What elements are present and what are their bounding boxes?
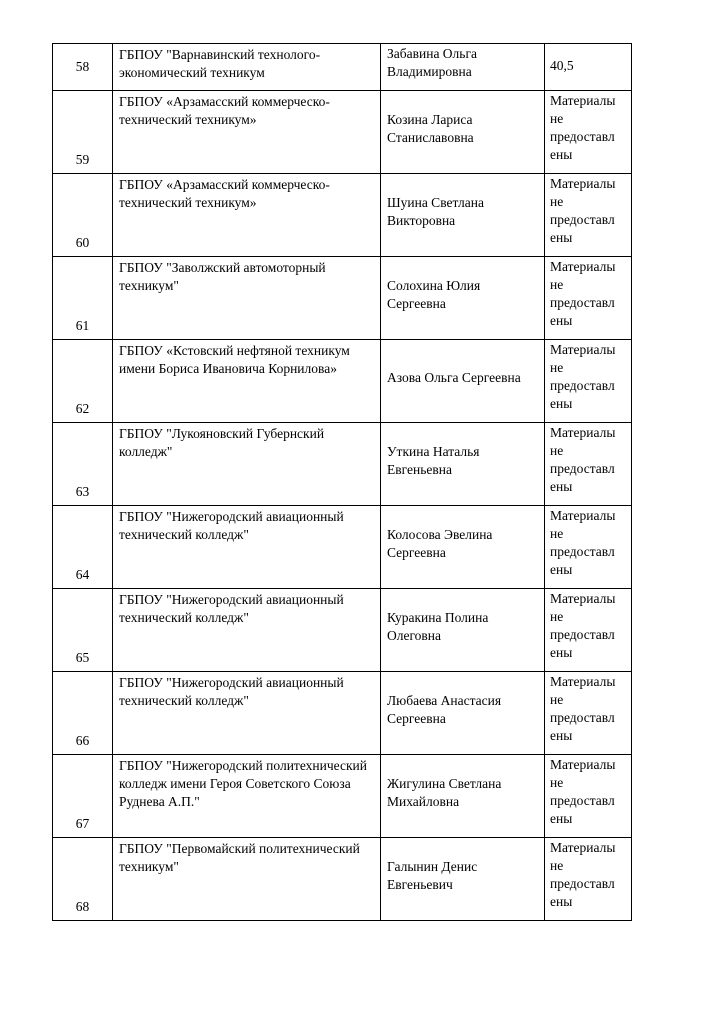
result-cell [545,257,632,340]
result-cell [545,174,632,257]
row-number: 63 [53,423,113,506]
table-row [53,340,632,423]
result-line: ены [550,147,573,162]
result-line: предоставл [550,793,615,808]
row-number: 60 [53,174,113,257]
organization-cell: ГБПОУ "Нижегородский авиационный технический колледж" [113,506,381,589]
result-cell [545,44,632,91]
organization-cell: ГБПОУ "Нижегородский авиационный технический колледж" [113,672,381,755]
result-line: предоставл [550,627,615,642]
result-line: ены [550,396,573,411]
result-line: предоставл [550,461,615,476]
result-cell [545,755,632,838]
result-line: Материалы [550,591,616,606]
organization-cell: ГБПОУ "Нижегородский авиационный технический колледж" [113,589,381,672]
row-number: 65 [53,589,113,672]
result-line: предоставл [550,212,615,227]
result-line: 40,5 [550,57,574,73]
result-line: ены [550,562,573,577]
row-number: 66 [53,672,113,755]
result-line: Материалы [550,508,616,523]
result-line: не [550,858,564,873]
result-line: не [550,526,564,541]
result-line: ены [550,645,573,660]
result-cell [545,423,632,506]
person-name-cell: Любаева Анастасия Сергеевна [381,672,545,755]
result-line: предоставл [550,129,615,144]
organization-cell: ГБПОУ «Арзамасский коммерческо-технический техникум» [113,174,381,257]
organization-cell: ГБПОУ "Нижегородский политехнический колледж имени Героя Советского Союза Руднева А.П." [113,755,381,838]
table-row [53,672,632,755]
organization-cell: ГБПОУ "Первомайский политехнический техникум" [113,838,381,921]
result-cell [545,672,632,755]
participants-table [52,43,632,921]
organization-cell: ГБПОУ «Кстовский нефтяной техникум имени Бориса Ивановича Корнилова» [113,340,381,423]
result-line: предоставл [550,710,615,725]
person-name-cell: Галынин Денис Евгеньевич [381,838,545,921]
table-row [53,174,632,257]
table-row [53,506,632,589]
result-cell [545,838,632,921]
organization-cell: ГБПОУ «Арзамасский коммерческо-технический техникум» [113,91,381,174]
table-row [53,589,632,672]
result-line: предоставл [550,295,615,310]
table-row [53,423,632,506]
result-line: предоставл [550,378,615,393]
table-body [53,44,632,921]
result-cell [545,340,632,423]
person-name-cell: Азова Ольга Сергеевна [381,340,545,423]
result-line: не [550,360,564,375]
result-line: предоставл [550,544,615,559]
result-line: Материалы [550,840,616,855]
result-line: ены [550,894,573,909]
table-row [53,44,632,91]
result-line: ены [550,728,573,743]
result-line: не [550,609,564,624]
result-line: Материалы [550,259,616,274]
person-name-cell: Козина Лариса Станиславовна [381,91,545,174]
person-name-cell: Колосова Эвелина Сергеевна [381,506,545,589]
row-number: 58 [53,44,113,91]
person-name-cell: Куракина Полина Олеговна [381,589,545,672]
table-row [53,257,632,340]
person-name-cell: Шуина Светлана Викторовна [381,174,545,257]
result-line: предоставл [550,876,615,891]
result-line: не [550,443,564,458]
result-line: Материалы [550,176,616,191]
result-line: не [550,692,564,707]
row-number: 61 [53,257,113,340]
organization-cell: ГБПОУ "Лукояновский Губернский колледж" [113,423,381,506]
result-line: ены [550,811,573,826]
result-cell [545,589,632,672]
result-cell [545,91,632,174]
organization-cell: ГБПОУ "Заволжский автомоторный техникум" [113,257,381,340]
person-name-cell: Уткина Наталья Евгеньевна [381,423,545,506]
result-line: не [550,277,564,292]
table-row [53,838,632,921]
table-row [53,91,632,174]
person-name-cell: Жигулина Светлана Михайловна [381,755,545,838]
row-number: 62 [53,340,113,423]
row-number: 67 [53,755,113,838]
result-line: Материалы [550,93,616,108]
result-line: Материалы [550,342,616,357]
table-row [53,755,632,838]
result-line: Материалы [550,425,616,440]
result-line: не [550,775,564,790]
row-number: 59 [53,91,113,174]
result-line: ены [550,313,573,328]
result-line: ены [550,479,573,494]
result-cell [545,506,632,589]
result-line: не [550,194,564,209]
result-line: ены [550,230,573,245]
result-line: Материалы [550,757,616,772]
result-line: Материалы [550,674,616,689]
person-name-cell: Забавина Ольга Владимировна [381,44,545,91]
row-number: 68 [53,838,113,921]
row-number: 64 [53,506,113,589]
result-line: не [550,111,564,126]
person-name-cell: Солохина Юлия Сергеевна [381,257,545,340]
organization-cell: ГБПОУ "Варнавинский технолого-экономический техникум [113,44,381,91]
